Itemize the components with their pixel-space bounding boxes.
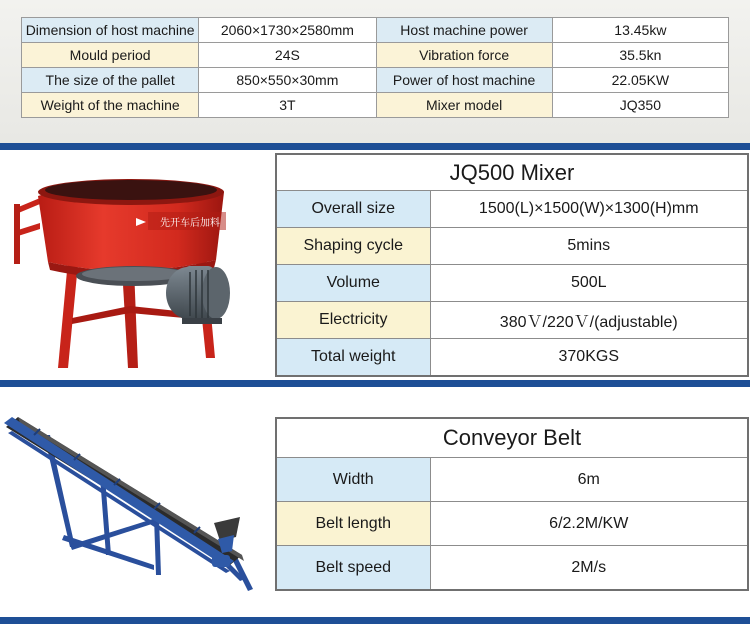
spec-label: Mixer model — [376, 93, 552, 118]
row-label: Electricity — [276, 302, 430, 339]
section-divider — [0, 143, 750, 150]
specs-panel — [0, 0, 750, 143]
row-label: Width — [276, 458, 430, 502]
spec-value: 22.05KW — [552, 68, 728, 93]
table-row — [276, 265, 748, 302]
row-value: 6m — [430, 458, 748, 502]
spec-value: JQ350 — [552, 93, 728, 118]
table-row — [276, 458, 748, 502]
spec-row — [22, 93, 729, 118]
row-label: Belt length — [276, 502, 430, 546]
spec-value: 850×550×30mm — [199, 68, 376, 93]
spec-value: 35.5kn — [552, 43, 728, 68]
table-title-row — [276, 418, 748, 458]
spec-label: Vibration force — [376, 43, 552, 68]
conveyor-belt-illustration — [4, 405, 266, 595]
table-row — [276, 502, 748, 546]
spec-label: The size of the pallet — [22, 68, 199, 93]
table-row — [276, 339, 748, 377]
conveyor-spec-table — [275, 417, 749, 591]
section-divider — [0, 380, 750, 387]
row-value: 1500(L)×1500(W)×1300(H)mm — [430, 191, 748, 228]
spec-label: Power of host machine — [376, 68, 552, 93]
row-label: Belt speed — [276, 546, 430, 591]
spec-value: 3T — [199, 93, 376, 118]
spec-label: Host machine power — [376, 18, 552, 43]
table-row — [276, 302, 748, 339]
mixer-spec-table — [275, 153, 749, 377]
spec-label: Mould period — [22, 43, 199, 68]
mixer-title: JQ500 Mixer — [276, 154, 748, 191]
row-value: 380Ｖ/220Ｖ/(adjustable) — [430, 302, 748, 339]
spec-value: 2060×1730×2580mm — [199, 18, 376, 43]
row-value: 6/2.2M/KW — [430, 502, 748, 546]
table-row — [276, 546, 748, 591]
spec-row — [22, 68, 729, 93]
drum-plate-text: 先开车后加料 — [160, 218, 220, 229]
spec-label: Weight of the machine — [22, 93, 199, 118]
table-row — [276, 191, 748, 228]
table-row — [276, 228, 748, 265]
table-title-row — [276, 154, 748, 191]
spec-value: 24S — [199, 43, 376, 68]
row-label: Shaping cycle — [276, 228, 430, 265]
row-value: 5mins — [430, 228, 748, 265]
row-value: 370KGS — [430, 339, 748, 377]
host-machine-spec-table — [21, 17, 729, 118]
row-value: 500L — [430, 265, 748, 302]
spec-label: Dimension of host machine — [22, 18, 199, 43]
row-value: 2M/s — [430, 546, 748, 591]
conveyor-title: Conveyor Belt — [276, 418, 748, 458]
spec-row — [22, 18, 729, 43]
spec-value: 13.45kw — [552, 18, 728, 43]
row-label: Volume — [276, 265, 430, 302]
section-divider — [0, 617, 750, 624]
row-label: Overall size — [276, 191, 430, 228]
row-label: Total weight — [276, 339, 430, 377]
spec-row — [22, 43, 729, 68]
pan-mixer-illustration — [10, 168, 250, 373]
